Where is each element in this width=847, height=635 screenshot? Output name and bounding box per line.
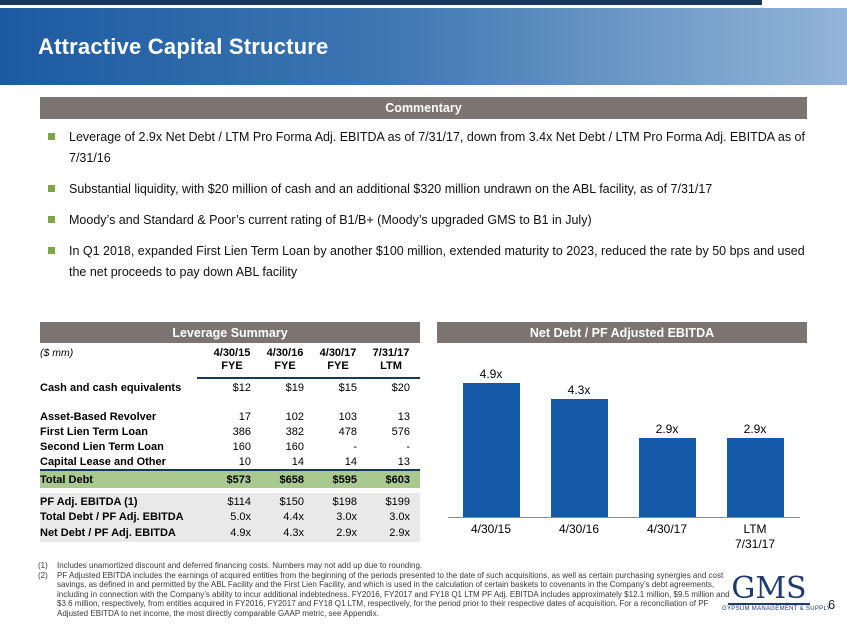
table-spacer: [40, 396, 420, 409]
x-axis-label-line2: 7/31/17: [734, 537, 776, 551]
table-cell: 14: [344, 455, 357, 468]
table-cell: 10: [238, 455, 251, 468]
ebitda-ratio-block: [40, 493, 420, 542]
table-cell: 4.9x: [230, 526, 251, 539]
x-axis-label: [711, 522, 799, 552]
footnote-text: PF Adjusted EBITDA includes the earnings of acquired entities from the beginning of the periods presented to the date of such acquisitions, as well as certain purchasing synergies and cost savings, as defined in and permitted by the ABL Facility and the First Lien Facility, and which is used in the calculation of certain baskets to covenants in the Company’s debt agreements, including in connection with the Company’s ability to incur additional indebtedness. FY2016, FY2017 and FY18 Q1 LTM PF Adj. EBITDA includes approximately $12.1 million, $9.5 million and $3.6 million, respectively, from entities acquired in FY2016, FY2017 and FY18 Q1 LTM, respectively, for the period prior to their respective dates of acquisition. For a reconciliation of PF Adjusted EBITDA to net income, the most directly comparable GAAP metric, see Appendix.: [57, 570, 730, 618]
column-date: 4/30/17: [319, 347, 357, 359]
x-axis-line: [448, 517, 800, 518]
list-item: [48, 179, 812, 200]
table-cell: 2.9x: [336, 526, 357, 539]
x-axis-label-line1: 4/30/17: [646, 522, 688, 536]
bar-value-label: 4.9x: [479, 367, 503, 381]
x-axis-label: [447, 522, 535, 552]
table-cell: $603: [385, 473, 410, 486]
table-cell: $15: [338, 382, 357, 394]
row-label: Capital Lease and Other: [40, 455, 166, 468]
bar-value-label: 2.9x: [743, 422, 767, 436]
footnotes: [38, 561, 738, 619]
page-number: 6: [828, 597, 836, 612]
table-row: [40, 439, 420, 454]
bar-value-label: 4.3x: [567, 383, 591, 397]
column-period: FYE: [327, 360, 349, 372]
units-label: ($ mm): [40, 347, 74, 359]
bar-group: [623, 363, 711, 517]
column-header: [314, 347, 367, 373]
table-cell: -: [406, 440, 410, 453]
leverage-summary-header-label: Leverage Summary: [172, 325, 288, 340]
column-header: [261, 347, 314, 373]
table-cell: $198: [332, 495, 357, 508]
square-bullet-icon: [48, 133, 55, 140]
chart-bar: [463, 383, 520, 517]
gms-logo-tagline: GYPSUM MANAGEMENT & SUPPLY: [722, 606, 831, 612]
square-bullet-icon: [48, 185, 55, 192]
gms-logo-text: GMS: [728, 574, 809, 605]
slide-header: [0, 8, 847, 85]
footnote-text: Includes unamortized discount and deferred financing costs. Numbers may not add up due to rounding.: [57, 561, 423, 570]
footnote: [38, 571, 738, 619]
square-bullet-icon: [48, 216, 55, 223]
page-title: Attractive Capital Structure: [38, 33, 329, 59]
chart-bar: [727, 438, 784, 517]
chart-bar: [639, 438, 696, 517]
chart-header: [437, 322, 807, 343]
list-item: [48, 127, 812, 169]
bar-chart: [437, 343, 807, 578]
column-date: 4/30/16: [266, 347, 304, 359]
table-cell: $19: [285, 382, 304, 394]
table-cell: 4.4x: [283, 511, 304, 524]
gms-logo: [722, 571, 831, 612]
table-cell: -: [353, 440, 357, 453]
x-axis-label: [623, 522, 711, 552]
chart-title: Net Debt / PF Adjusted EBITDA: [529, 325, 715, 340]
table-row: [40, 525, 420, 541]
table-row: [40, 424, 420, 439]
table-cell: 478: [338, 425, 357, 438]
row-label: Total Debt: [40, 473, 93, 486]
column-period: FYE: [221, 360, 243, 372]
table-cell: 5.0x: [230, 511, 251, 524]
table-row: [40, 510, 420, 526]
table-cell: 14: [291, 455, 304, 468]
leverage-summary-section: [40, 322, 420, 542]
list-item: [48, 210, 812, 231]
table-cell: 103: [338, 410, 357, 423]
table-cell: $150: [279, 495, 304, 508]
row-label: First Lien Term Loan: [40, 425, 148, 438]
table-cell: 13: [397, 410, 410, 423]
table-cell: 13: [397, 455, 410, 468]
table-header-row: [40, 347, 420, 377]
header-underline: [197, 377, 420, 379]
table-cell: 4.3x: [283, 526, 304, 539]
row-label: PF Adj. EBITDA (1): [40, 495, 138, 508]
net-debt-chart-section: [437, 322, 807, 578]
x-axis-label-line1: 4/30/16: [558, 522, 600, 536]
table-cell: 3.0x: [389, 511, 410, 524]
bar-group: [447, 363, 535, 517]
table-cell: 576: [391, 425, 410, 438]
bullet-text: Substantial liquidity, with $20 million of cash and an additional $320 million undrawn on the ABL facility, as of 7/31/17: [69, 182, 713, 196]
table-cell: $20: [391, 382, 410, 394]
x-axis-label-line1: 4/30/15: [470, 522, 512, 536]
column-period: LTM: [380, 360, 402, 372]
total-debt-row: [40, 469, 420, 488]
row-label: Cash and cash equivalents: [40, 382, 182, 394]
bullet-text: In Q1 2018, expanded First Lien Term Loan by another $100 million, extended maturity to 2023, reduced the rate by 50 bps and used the net proceeds to pay down ABL facility: [69, 244, 805, 279]
table-cell: 17: [238, 410, 251, 423]
table-cell: $199: [385, 495, 410, 508]
table-cell: 386: [232, 425, 251, 438]
bullet-text: Leverage of 2.9x Net Debt / LTM Pro Forma Adj. EBITDA as of 7/31/17, down from 3.4x Net Debt / LTM Pro Forma Adj. EBITDA as of 7/31/16: [69, 130, 805, 165]
commentary-section-header: [40, 97, 807, 119]
square-bullet-icon: [48, 247, 55, 254]
footnote-number: (2): [38, 570, 48, 580]
column-period: FYE: [274, 360, 296, 372]
column-date: 4/30/15: [213, 347, 251, 359]
x-axis-labels: [447, 522, 799, 552]
chart-bars: [447, 363, 799, 517]
table-cell: 160: [232, 440, 251, 453]
table-cell: 3.0x: [336, 511, 357, 524]
table-cell: 2.9x: [389, 526, 410, 539]
commentary-header-label: Commentary: [385, 101, 462, 115]
table-cell: $658: [279, 473, 304, 486]
table-cell: 102: [285, 410, 304, 423]
table-row: [40, 380, 420, 396]
list-item: [48, 241, 812, 283]
table-row: [40, 409, 420, 424]
row-label: Asset-Based Revolver: [40, 410, 157, 423]
table-cell: 382: [285, 425, 304, 438]
column-date: 7/31/17: [372, 347, 410, 359]
table-cell: 160: [285, 440, 304, 453]
x-axis-label: [535, 522, 623, 552]
footnote-number: (1): [38, 561, 48, 570]
top-accent-line: [0, 0, 762, 5]
footnote: [38, 561, 738, 571]
table-row: [40, 494, 420, 510]
row-label: Total Debt / PF Adj. EBITDA: [40, 511, 184, 524]
table-cell: $114: [227, 495, 251, 508]
bar-group: [711, 363, 799, 517]
x-axis-label-line1: LTM: [743, 522, 767, 536]
leverage-summary-table: [40, 347, 420, 542]
table-row: [40, 454, 420, 469]
bullet-text: Moody’s and Standard & Poor’s current rating of B1/B+ (Moody’s upgraded GMS to B1 in July): [69, 213, 592, 227]
table-cell: $573: [226, 473, 251, 486]
chart-bar: [551, 399, 608, 517]
table-cell: $595: [332, 473, 357, 486]
leverage-summary-header: [40, 322, 420, 343]
row-label: Second Lien Term Loan: [40, 440, 164, 453]
column-header: [367, 347, 420, 373]
row-label: Net Debt / PF Adj. EBITDA: [40, 526, 176, 539]
table-cell: $12: [232, 382, 251, 394]
bar-group: [535, 363, 623, 517]
commentary-bullet-list: [48, 127, 812, 293]
bar-value-label: 2.9x: [655, 422, 679, 436]
column-header: [208, 347, 261, 373]
